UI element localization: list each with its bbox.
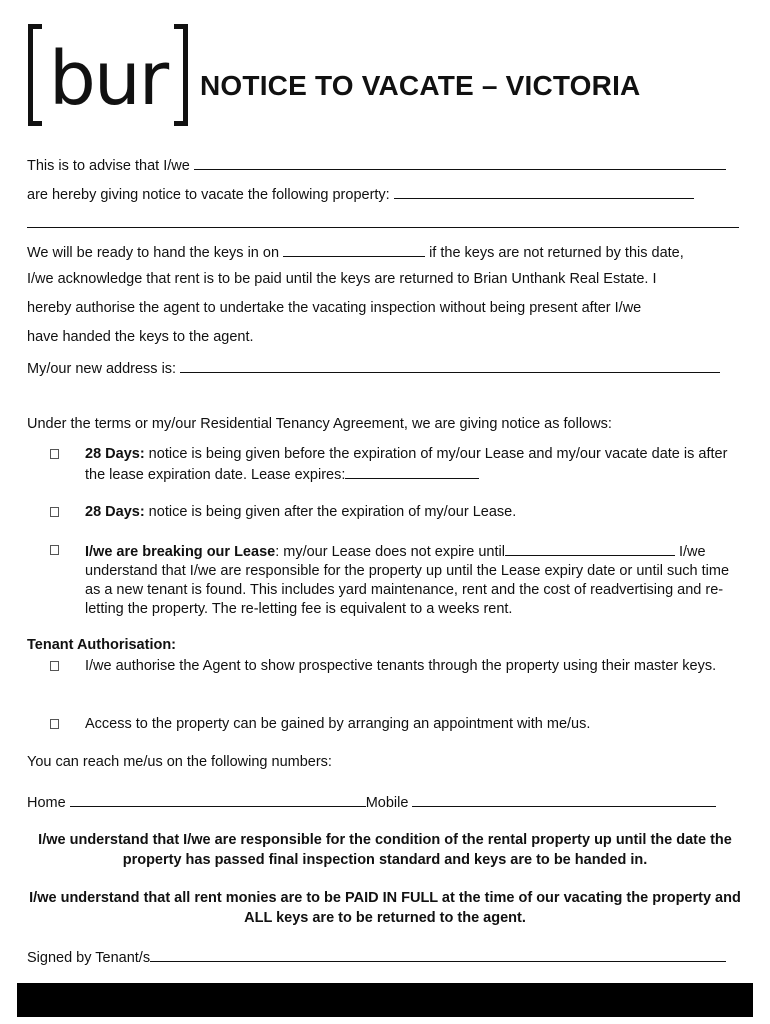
mobile-label: Mobile <box>365 795 409 811</box>
option-1-bold: 28 Days: <box>85 446 145 462</box>
option-3-text-b: I/we understand that I/we are responsible for the property up until the Lease expiry date or until such time as a new tenant is found. This includes yard maintenance, rent and the cost of readvertising and re-letting the property. The re-letting fee is equivalent to a weeks rent. <box>85 544 730 617</box>
signed-line <box>27 947 726 966</box>
page-title: NOTICE TO VACATE – VICTORIA <box>200 70 641 101</box>
option-3-bold: I/we are breaking our Lease <box>85 544 276 560</box>
option-28-days-after <box>85 503 747 522</box>
keys-line <box>27 242 684 261</box>
option-28-days-after-checkbox[interactable] <box>50 507 59 517</box>
access-appointment: Access to the property can be gained by arranging an appointment with me/us. <box>85 716 591 732</box>
mobile-phone-field[interactable] <box>412 792 716 807</box>
option-breaking-lease <box>85 541 747 619</box>
property-address-field-2[interactable] <box>27 213 739 228</box>
phone-line <box>27 792 716 811</box>
keys-suffix: if the keys are not returned by this date, <box>429 245 684 261</box>
property-address-field[interactable] <box>394 184 694 199</box>
access-appointment-checkbox[interactable] <box>50 719 59 729</box>
company-logo <box>28 24 188 130</box>
keys-date-field[interactable] <box>283 242 425 257</box>
option-1-text: notice is being given before the expiration of my/our Lease and my/our vacate date is after the lease expiration date. Lease expires: <box>85 446 728 483</box>
advise-line <box>27 155 726 174</box>
lease-expiry-field[interactable] <box>505 541 675 556</box>
tenant-names-field[interactable] <box>194 155 726 170</box>
handed-line: have handed the keys to the agent. <box>27 329 254 345</box>
rent-statement: I/we understand that all rent monies are to be PAID IN FULL at the time of our vacating the property and ALL keys are to be returned to the agent. <box>29 890 741 926</box>
acknowledge-line: I/we acknowledge that rent is to be paid until the keys are returned to Brian Unthank Real Estate. I <box>27 271 657 287</box>
keys-prefix: We will be ready to hand the keys in on <box>27 245 280 261</box>
authorise-line: hereby authorise the agent to undertake the vacating inspection without being present after I/we <box>27 300 642 316</box>
condition-statement: I/we understand that I/we are responsible for the condition of the rental property up until the date the property has passed final inspection standard and keys are to be handed in. <box>38 832 732 868</box>
tenant-authorisation-heading: Tenant Authorisation: <box>27 637 177 653</box>
home-label: Home <box>27 795 66 811</box>
lease-expires-field[interactable] <box>345 464 479 479</box>
option-28-days-before-checkbox[interactable] <box>50 449 59 459</box>
new-address-line <box>27 358 720 377</box>
advise-label: This is to advise that I/we <box>27 158 190 174</box>
logo-bracket-left <box>28 24 42 126</box>
giving-notice-label: are hereby giving notice to vacate the following property: <box>27 187 390 203</box>
property-line <box>27 184 694 203</box>
terms-line: Under the terms or my/our Residential Tenancy Agreement, we are giving notice as follows: <box>27 416 612 432</box>
option-3-text-a: : my/our Lease does not expire until <box>275 544 505 560</box>
home-phone-field[interactable] <box>70 792 366 807</box>
new-address-field[interactable] <box>180 358 720 373</box>
option-28-days-before <box>85 445 747 485</box>
footer-bar <box>17 983 753 1017</box>
signed-label: Signed by Tenant/s <box>27 950 151 966</box>
option-breaking-lease-checkbox[interactable] <box>50 545 59 555</box>
option-2-bold: 28 Days: <box>85 504 145 520</box>
logo-bracket-right <box>174 24 188 126</box>
logo-text: bur <box>48 36 168 122</box>
option-2-text: notice is being given after the expiration of my/our Lease. <box>144 504 517 520</box>
reach-line: You can reach me/us on the following numbers: <box>27 754 332 770</box>
authorise-master-keys-checkbox[interactable] <box>50 661 59 671</box>
new-address-label: My/our new address is: <box>27 361 177 377</box>
authorise-master-keys: I/we authorise the Agent to show prospective tenants through the property using their master keys. <box>85 658 717 674</box>
tenant-signature-field[interactable] <box>150 947 726 962</box>
property-address-continued <box>27 213 739 232</box>
